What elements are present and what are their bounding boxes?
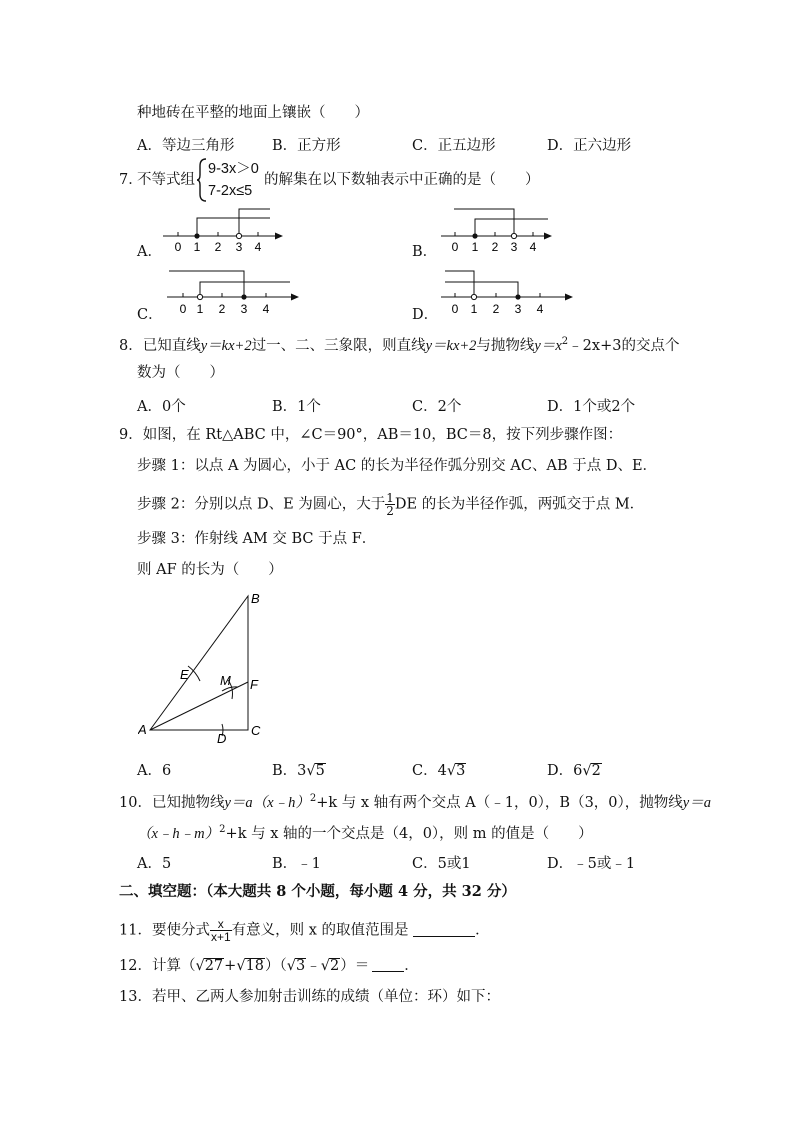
tick-label: 0: [451, 240, 459, 254]
q12-post: ）＝: [340, 958, 370, 974]
answer-blank[interactable]: [413, 936, 475, 937]
operator: ﹣: [306, 958, 321, 974]
q8-text: 的交点个: [621, 338, 680, 354]
q8-option-a: A．0个: [137, 399, 186, 415]
q7-label-d: D．: [412, 307, 439, 323]
q8-text: 过一、二、三象限，则直线: [251, 338, 426, 354]
option-coefficient: D．6: [547, 763, 583, 779]
tick-label: 0: [451, 302, 459, 316]
q6-option-a: A．等边三角形: [137, 138, 235, 154]
number-line-d: [438, 266, 578, 316]
fraction-numerator: 1: [386, 491, 394, 505]
q8-line-expression: y＝kx+2: [425, 338, 477, 354]
q11-pre: 11．要使分式: [119, 922, 210, 939]
q10-exponent: 2: [219, 824, 226, 835]
q10-option-b: B．﹣1: [272, 856, 321, 872]
q7-label-c: C．: [137, 307, 163, 323]
q9-step-2-post: DE 的长为半径作弧，两弧交于点 M．: [394, 496, 645, 513]
radicand: 18: [245, 958, 265, 974]
q6-option-c: C．正五边形: [412, 138, 496, 154]
q7-post: 的解集在以下数轴表示中正确的是（ ）: [264, 172, 540, 188]
radical-icon: √: [286, 958, 297, 974]
q8-option-c: C．2个: [412, 399, 462, 415]
tick-label: 3: [235, 240, 243, 254]
radicand: 3: [296, 958, 306, 974]
q10-option-a: A．5: [137, 856, 172, 872]
radical-icon: √: [195, 958, 205, 974]
radical-icon: √: [446, 763, 457, 779]
q6-option-b: B．正方形: [272, 138, 341, 154]
q7-pre: 不等式组: [137, 172, 195, 188]
radicand: 27: [204, 958, 224, 974]
q8-parabola-expression: y＝x: [534, 338, 562, 354]
number-line-a: [160, 205, 285, 255]
point-label-f: F: [250, 677, 258, 692]
q7-inequality-1: 9-3x＞0: [208, 161, 259, 177]
q10-text: +k 与 x 轴的一个交点是（4，0），则 m 的值是（ ）: [225, 826, 593, 842]
q7-label-b: B．: [412, 244, 438, 260]
q10-text: +k 与 x 轴有两个交点 A（﹣1，0），B（3，0），抛物线: [316, 795, 683, 811]
tick-label: 4: [529, 240, 537, 254]
fraction-denominator: x+1: [210, 930, 231, 944]
radicand: 2: [330, 958, 340, 974]
tick-label: 3: [240, 302, 248, 316]
q11-line: [119, 918, 490, 943]
q10-exponent: 2: [309, 793, 317, 804]
q9-triangle-figure: [138, 588, 273, 743]
radical-icon: √: [320, 958, 330, 974]
q9-intro: 9．如图，在 Rt△ABC 中，∠C＝90°，AB＝10，BC＝8，按下列步骤作图：: [119, 427, 623, 443]
vertex-label-c: C: [251, 723, 261, 738]
point-label-e: E: [180, 667, 189, 682]
q9-option-a: A．6: [137, 763, 172, 779]
q10-option-d: D．﹣5或﹣1: [547, 856, 636, 872]
number-line-c: [164, 266, 304, 316]
tick-label: 1: [471, 240, 479, 254]
q10-text: 10．已知抛物线: [119, 795, 225, 811]
tick-label: 3: [514, 302, 522, 316]
q8-exponent: 2: [561, 336, 569, 347]
q8-line-1: [119, 333, 679, 355]
tick-label: 2: [491, 240, 499, 254]
vertex-label-a: A: [138, 722, 147, 737]
tick-label: 0: [179, 302, 187, 316]
tick-label: 3: [510, 240, 518, 254]
vertex-label-b: B: [251, 591, 260, 606]
q9-half-fraction: [385, 492, 395, 517]
tick-label: 0: [174, 240, 182, 254]
q7-system-brace: [196, 157, 208, 203]
tick-label: 2: [492, 302, 500, 316]
q13-line: 13．若甲、乙两人参加射击训练的成绩（单位：环）如下：: [119, 989, 500, 1005]
tick-label: 1: [470, 302, 478, 316]
tick-label: 2: [214, 240, 222, 254]
point-label-d: D: [217, 731, 227, 743]
q9-option-d: [547, 759, 602, 780]
q8-text: 与抛物线: [476, 338, 535, 354]
q12-pre: 12．计算（: [119, 958, 196, 974]
q9-step-2: [137, 492, 644, 517]
q9-step-2-pre: 步骤 2：分别以点 D、E 为圆心，大于: [137, 496, 386, 513]
option-coefficient: C．4: [412, 763, 447, 779]
q6-text: 种地砖在平整的地面上镶嵌（ ）: [137, 105, 369, 121]
q10-expression: y＝a: [682, 795, 711, 811]
option-coefficient: B．3: [272, 763, 307, 779]
q9-step-3: 步骤 3：作射线 AM 交 BC 于点 F．: [137, 531, 377, 547]
tick-label: 4: [536, 302, 544, 316]
number-line-b: [438, 205, 563, 255]
q8-line-2: 数为（ ）: [137, 365, 224, 381]
radical-icon: √: [236, 958, 246, 974]
tick-label: 1: [196, 302, 204, 316]
q11-fraction: [210, 918, 232, 943]
q10-expression: （x﹣h﹣m）: [137, 826, 220, 842]
tick-label: 4: [254, 240, 262, 254]
q7-inequality-2: 7-2x≤5: [208, 183, 253, 199]
section-heading: 二、填空题：（本大题共 8 个小题，每小题 4 分，共 32 分）: [119, 883, 516, 900]
radicand: 5: [315, 763, 325, 779]
q7-number: 7．: [119, 172, 143, 188]
radical-icon: √: [306, 763, 316, 779]
q12-line: [119, 957, 419, 975]
point-label-m: M: [220, 673, 231, 688]
q8-option-d: D．1个或2个: [547, 399, 636, 415]
operator: +: [224, 958, 237, 974]
q10-line-2: [137, 821, 593, 843]
q8-text: 8．已知直线: [119, 338, 201, 354]
q11-end: ．: [475, 922, 490, 939]
radicand: 3: [456, 763, 466, 779]
q9-step-1: 步骤 1：以点 A 为圆心，小于 AC 的长为半径作弧分别交 AC、AB 于点 D、E．: [137, 458, 658, 474]
q8-line-expression: y＝kx+2: [200, 338, 252, 354]
radical-icon: √: [582, 763, 592, 779]
tick-label: 2: [218, 302, 226, 316]
q8-parabola-rest: ﹣2x+3: [568, 338, 622, 354]
q12-mid: ）（: [265, 958, 287, 974]
q11-post: 有意义，则 x 的取值范围是: [231, 922, 409, 939]
fraction-numerator: x: [210, 918, 232, 931]
radicand: 2: [591, 763, 601, 779]
tick-label: 1: [193, 240, 201, 254]
tick-label: 4: [262, 302, 270, 316]
q10-line-1: [119, 790, 711, 812]
q12-end: ．: [404, 958, 419, 974]
q7-label-a: A．: [137, 244, 162, 260]
q10-expression: y＝a（x﹣h）: [224, 795, 310, 811]
answer-blank[interactable]: [372, 971, 404, 972]
q10-option-c: C．5或1: [412, 856, 471, 872]
fraction-denominator: 2: [386, 504, 394, 518]
q8-option-b: B．1个: [272, 399, 321, 415]
q6-option-d: D．正六边形: [547, 138, 632, 154]
q9-option-c: [412, 759, 466, 780]
q9-question: 则 AF 的长为（ ）: [137, 562, 283, 578]
q9-option-b: [272, 759, 326, 780]
